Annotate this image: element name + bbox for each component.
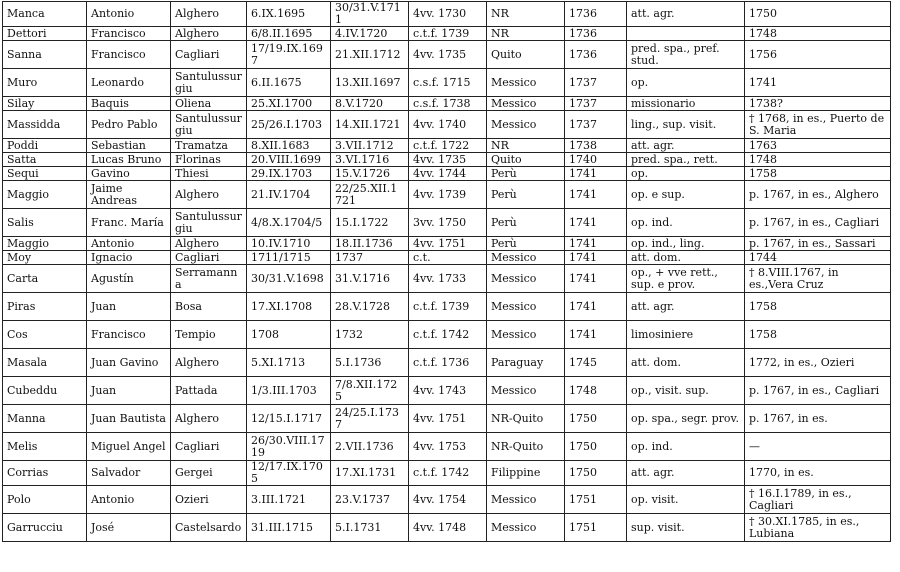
cell-birth-date: 30/31.V.1698	[247, 265, 331, 293]
cell-departure-year: 1741	[565, 265, 627, 293]
cell-birthplace: Cagliari	[171, 41, 247, 69]
cell-departure-year: 1741	[565, 237, 627, 251]
cell-surname: Sanna	[3, 41, 87, 69]
cell-surname: Muro	[3, 69, 87, 97]
cell-birth-date: 17/19.IX.1697	[247, 41, 331, 69]
cell-destination: NR	[487, 27, 565, 41]
cell-death: 1772, in es., Ozieri	[745, 349, 891, 377]
cell-vows: c.t.	[409, 251, 487, 265]
cell-surname: Moy	[3, 251, 87, 265]
cell-entry-date: 5.I.1736	[331, 349, 409, 377]
cell-role: op. spa., segr. prov.	[627, 405, 745, 433]
cell-death: 1763	[745, 139, 891, 153]
cell-given-name: Juan	[87, 377, 171, 405]
cell-role	[627, 27, 745, 41]
cell-surname: Silay	[3, 97, 87, 111]
table-row	[3, 461, 891, 486]
cell-birth-date: 26/30.VIII.1719	[247, 433, 331, 461]
cell-entry-date: 21.XII.1712	[331, 41, 409, 69]
cell-vows: 4vv. 1744	[409, 167, 487, 181]
cell-surname: Maggio	[3, 237, 87, 251]
cell-entry-date: 14.XII.1721	[331, 111, 409, 139]
cell-given-name: Franc. María	[87, 209, 171, 237]
cell-vows: 4vv. 1735	[409, 153, 487, 167]
cell-birth-date: 17.XI.1708	[247, 293, 331, 321]
cell-birthplace: Oliena	[171, 97, 247, 111]
cell-surname: Cos	[3, 321, 87, 349]
cell-birth-date: 4/8.X.1704/5	[247, 209, 331, 237]
cell-departure-year: 1750	[565, 405, 627, 433]
cell-birth-date: 10.IV.1710	[247, 237, 331, 251]
cell-birth-date: 6/8.II.1695	[247, 27, 331, 41]
cell-birthplace: Cagliari	[171, 251, 247, 265]
cell-birthplace: Alghero	[171, 405, 247, 433]
cell-given-name: Ignacio	[87, 251, 171, 265]
cell-role: limosiniere	[627, 321, 745, 349]
cell-departure-year: 1741	[565, 293, 627, 321]
cell-vows: 4vv. 1751	[409, 405, 487, 433]
cell-role: op. ind.	[627, 209, 745, 237]
cell-given-name: Antonio	[87, 486, 171, 514]
cell-vows: 4vv. 1754	[409, 486, 487, 514]
cell-given-name: Francisco	[87, 27, 171, 41]
cell-surname: Satta	[3, 153, 87, 167]
cell-given-name: Francisco	[87, 321, 171, 349]
cell-departure-year: 1748	[565, 377, 627, 405]
cell-surname: Garrucciu	[3, 514, 87, 542]
cell-destination: NR	[487, 2, 565, 27]
table-row	[3, 167, 891, 181]
cell-entry-date: 13.XII.1697	[331, 69, 409, 97]
cell-birth-date: 12/15.I.1717	[247, 405, 331, 433]
cell-given-name: Gavino	[87, 167, 171, 181]
cell-vows: 4vv. 1740	[409, 111, 487, 139]
table-row	[3, 514, 891, 542]
cell-entry-date: 15.I.1722	[331, 209, 409, 237]
table-row	[3, 293, 891, 321]
table-row	[3, 97, 891, 111]
cell-destination: NR	[487, 139, 565, 153]
cell-birth-date: 1/3.III.1703	[247, 377, 331, 405]
cell-entry-date: 24/25.I.1737	[331, 405, 409, 433]
cell-departure-year: 1750	[565, 433, 627, 461]
cell-birth-date: 1711/1715	[247, 251, 331, 265]
cell-destination: Messico	[487, 69, 565, 97]
cell-destination: Messico	[487, 486, 565, 514]
cell-role: att. agr.	[627, 461, 745, 486]
cell-birthplace: Alghero	[171, 349, 247, 377]
cell-death: p. 1767, in es., Cagliari	[745, 209, 891, 237]
cell-birth-date: 25.XI.1700	[247, 97, 331, 111]
cell-birth-date: 3.III.1721	[247, 486, 331, 514]
cell-birth-date: 6.II.1675	[247, 69, 331, 97]
cell-death: 1756	[745, 41, 891, 69]
cell-role: op. visit.	[627, 486, 745, 514]
cell-given-name: Lucas Bruno	[87, 153, 171, 167]
cell-death: † 1768, in es., Puerto de S. Maria	[745, 111, 891, 139]
jesuit-missionaries-table	[2, 1, 891, 542]
cell-departure-year: 1736	[565, 41, 627, 69]
table-row	[3, 181, 891, 209]
cell-destination: Perù	[487, 209, 565, 237]
cell-birthplace: Florinas	[171, 153, 247, 167]
cell-departure-year: 1745	[565, 349, 627, 377]
table-row	[3, 237, 891, 251]
cell-birthplace: Gergei	[171, 461, 247, 486]
cell-birthplace: Tempio	[171, 321, 247, 349]
cell-destination: Quito	[487, 41, 565, 69]
cell-given-name: Salvador	[87, 461, 171, 486]
cell-death: 1748	[745, 153, 891, 167]
cell-departure-year: 1750	[565, 461, 627, 486]
cell-given-name: Antonio	[87, 2, 171, 27]
cell-entry-date: 2.VII.1736	[331, 433, 409, 461]
cell-role: pred. spa., pref. stud.	[627, 41, 745, 69]
cell-role: op. e sup.	[627, 181, 745, 209]
cell-birthplace: Castelsardo	[171, 514, 247, 542]
cell-vows: 4vv. 1748	[409, 514, 487, 542]
cell-entry-date: 15.V.1726	[331, 167, 409, 181]
cell-birth-date: 25/26.I.1703	[247, 111, 331, 139]
cell-given-name: Antonio	[87, 237, 171, 251]
cell-destination: Messico	[487, 111, 565, 139]
cell-destination: Messico	[487, 377, 565, 405]
table-row	[3, 265, 891, 293]
cell-role: att. agr.	[627, 139, 745, 153]
cell-departure-year: 1741	[565, 251, 627, 265]
table-row	[3, 139, 891, 153]
table-row	[3, 251, 891, 265]
cell-given-name: Agustín	[87, 265, 171, 293]
table-row	[3, 433, 891, 461]
cell-role: sup. visit.	[627, 514, 745, 542]
cell-birth-date: 5.XI.1713	[247, 349, 331, 377]
cell-given-name: Pedro Pablo	[87, 111, 171, 139]
cell-given-name: Francisco	[87, 41, 171, 69]
cell-vows: 4vv. 1730	[409, 2, 487, 27]
cell-entry-date: 7/8.XII.1725	[331, 377, 409, 405]
table-row	[3, 377, 891, 405]
cell-destination: Messico	[487, 251, 565, 265]
cell-death: † 8.VIII.1767, in es.,Vera Cruz	[745, 265, 891, 293]
cell-entry-date: 28.V.1728	[331, 293, 409, 321]
cell-departure-year: 1737	[565, 97, 627, 111]
cell-birthplace: Alghero	[171, 237, 247, 251]
cell-death: 1744	[745, 251, 891, 265]
cell-departure-year: 1751	[565, 486, 627, 514]
cell-birthplace: Santulussurgiu	[171, 69, 247, 97]
cell-vows: 4vv. 1743	[409, 377, 487, 405]
cell-entry-date: 3.VII.1712	[331, 139, 409, 153]
cell-role: missionario	[627, 97, 745, 111]
cell-vows: 4vv. 1733	[409, 265, 487, 293]
cell-role: op. ind., ling.	[627, 237, 745, 251]
cell-surname: Manna	[3, 405, 87, 433]
cell-vows: 4vv. 1753	[409, 433, 487, 461]
table-row	[3, 486, 891, 514]
cell-given-name: Jaime Andreas	[87, 181, 171, 209]
cell-role: op. ind.	[627, 433, 745, 461]
cell-death: 1750	[745, 2, 891, 27]
cell-vows: c.t.f. 1736	[409, 349, 487, 377]
table-row	[3, 2, 891, 27]
cell-death: —	[745, 433, 891, 461]
cell-surname: Maggio	[3, 181, 87, 209]
cell-entry-date: 5.I.1731	[331, 514, 409, 542]
cell-death: 1770, in es.	[745, 461, 891, 486]
table-row	[3, 111, 891, 139]
cell-birthplace: Cagliari	[171, 433, 247, 461]
cell-death: 1738?	[745, 97, 891, 111]
cell-birthplace: Tramatza	[171, 139, 247, 153]
cell-departure-year: 1741	[565, 167, 627, 181]
cell-surname: Dettori	[3, 27, 87, 41]
cell-death: p. 1767, in es., Sassari	[745, 237, 891, 251]
cell-role: att. dom.	[627, 251, 745, 265]
cell-birth-date: 29.IX.1703	[247, 167, 331, 181]
cell-departure-year: 1740	[565, 153, 627, 167]
cell-vows: c.s.f. 1738	[409, 97, 487, 111]
table-row	[3, 321, 891, 349]
cell-entry-date: 23.V.1737	[331, 486, 409, 514]
cell-surname: Poddi	[3, 139, 87, 153]
cell-destination: Messico	[487, 293, 565, 321]
cell-surname: Sequi	[3, 167, 87, 181]
cell-entry-date: 1737	[331, 251, 409, 265]
cell-departure-year: 1738	[565, 139, 627, 153]
cell-birth-date: 20.VIII.1699	[247, 153, 331, 167]
cell-surname: Salis	[3, 209, 87, 237]
cell-given-name: Juan Gavino	[87, 349, 171, 377]
cell-entry-date: 22/25.XII.1721	[331, 181, 409, 209]
cell-role: op.	[627, 69, 745, 97]
cell-entry-date: 17.XI.1731	[331, 461, 409, 486]
cell-birth-date: 21.IV.1704	[247, 181, 331, 209]
cell-birth-date: 8.XII.1683	[247, 139, 331, 153]
cell-birthplace: Bosa	[171, 293, 247, 321]
cell-surname: Massidda	[3, 111, 87, 139]
cell-entry-date: 3.VI.1716	[331, 153, 409, 167]
cell-vows: c.t.f. 1742	[409, 321, 487, 349]
cell-death: p. 1767, in es., Cagliari	[745, 377, 891, 405]
cell-departure-year: 1741	[565, 209, 627, 237]
table-row	[3, 27, 891, 41]
cell-birthplace: Pattada	[171, 377, 247, 405]
cell-destination: Perù	[487, 181, 565, 209]
cell-given-name: Leonardo	[87, 69, 171, 97]
cell-birth-date: 1708	[247, 321, 331, 349]
cell-given-name: Sebastian	[87, 139, 171, 153]
cell-death: p. 1767, in es.	[745, 405, 891, 433]
cell-death: 1758	[745, 167, 891, 181]
cell-birth-date: 31.III.1715	[247, 514, 331, 542]
cell-destination: Paraguay	[487, 349, 565, 377]
cell-destination: Perù	[487, 167, 565, 181]
cell-destination: Messico	[487, 97, 565, 111]
cell-role: pred. spa., rett.	[627, 153, 745, 167]
cell-death: † 30.XI.1785, in es., Lubiana	[745, 514, 891, 542]
cell-destination: NR-Quito	[487, 405, 565, 433]
cell-birth-date: 12/17.IX.1705	[247, 461, 331, 486]
cell-destination: Perù	[487, 237, 565, 251]
cell-given-name: José	[87, 514, 171, 542]
cell-role: att. agr.	[627, 2, 745, 27]
cell-departure-year: 1741	[565, 321, 627, 349]
cell-surname: Masala	[3, 349, 87, 377]
cell-given-name: Miguel Angel	[87, 433, 171, 461]
cell-entry-date: 1732	[331, 321, 409, 349]
cell-departure-year: 1741	[565, 181, 627, 209]
cell-departure-year: 1736	[565, 2, 627, 27]
cell-surname: Cubeddu	[3, 377, 87, 405]
cell-surname: Corrias	[3, 461, 87, 486]
cell-role: ling., sup. visit.	[627, 111, 745, 139]
cell-birthplace: Alghero	[171, 27, 247, 41]
cell-entry-date: 31.V.1716	[331, 265, 409, 293]
cell-birth-date: 6.IX.1695	[247, 2, 331, 27]
cell-surname: Polo	[3, 486, 87, 514]
cell-birthplace: Alghero	[171, 181, 247, 209]
cell-destination: Messico	[487, 321, 565, 349]
cell-birthplace: Thiesi	[171, 167, 247, 181]
cell-birthplace: Ozieri	[171, 486, 247, 514]
cell-surname: Piras	[3, 293, 87, 321]
cell-death: p. 1767, in es., Alghero	[745, 181, 891, 209]
cell-role: op., visit. sup.	[627, 377, 745, 405]
cell-death: 1741	[745, 69, 891, 97]
cell-vows: 4vv. 1739	[409, 181, 487, 209]
cell-vows: 4vv. 1751	[409, 237, 487, 251]
table-row	[3, 69, 891, 97]
cell-entry-date: 4.IV.1720	[331, 27, 409, 41]
table-row	[3, 209, 891, 237]
cell-destination: Messico	[487, 514, 565, 542]
cell-vows: c.t.f. 1742	[409, 461, 487, 486]
cell-birthplace: Santulussurgiu	[171, 111, 247, 139]
cell-given-name: Juan	[87, 293, 171, 321]
cell-death: 1758	[745, 321, 891, 349]
cell-entry-date: 18.II.1736	[331, 237, 409, 251]
cell-vows: 3vv. 1750	[409, 209, 487, 237]
table-row	[3, 349, 891, 377]
cell-vows: c.s.f. 1715	[409, 69, 487, 97]
table-row	[3, 153, 891, 167]
cell-role: att. agr.	[627, 293, 745, 321]
cell-death: † 16.I.1789, in es., Cagliari	[745, 486, 891, 514]
cell-role: op.	[627, 167, 745, 181]
cell-death: 1758	[745, 293, 891, 321]
cell-destination: Quito	[487, 153, 565, 167]
cell-given-name: Juan Bautista	[87, 405, 171, 433]
table-body	[3, 2, 891, 542]
cell-entry-date: 30/31.V.1711	[331, 2, 409, 27]
cell-given-name: Baquis	[87, 97, 171, 111]
cell-birthplace: Alghero	[171, 2, 247, 27]
cell-departure-year: 1737	[565, 69, 627, 97]
table-row	[3, 41, 891, 69]
cell-birthplace: Santulussurgiu	[171, 209, 247, 237]
cell-vows: 4vv. 1735	[409, 41, 487, 69]
cell-vows: c.t.f. 1722	[409, 139, 487, 153]
cell-departure-year: 1737	[565, 111, 627, 139]
cell-departure-year: 1736	[565, 27, 627, 41]
cell-entry-date: 8.V.1720	[331, 97, 409, 111]
cell-birthplace: Serramanna	[171, 265, 247, 293]
cell-death: 1748	[745, 27, 891, 41]
cell-role: att. dom.	[627, 349, 745, 377]
cell-destination: Filippine	[487, 461, 565, 486]
cell-destination: Messico	[487, 265, 565, 293]
table-row	[3, 405, 891, 433]
cell-destination: NR-Quito	[487, 433, 565, 461]
cell-surname: Carta	[3, 265, 87, 293]
cell-surname: Melis	[3, 433, 87, 461]
cell-vows: c.t.f. 1739	[409, 293, 487, 321]
cell-surname: Manca	[3, 2, 87, 27]
cell-role: op., + vve rett., sup. e prov.	[627, 265, 745, 293]
cell-vows: c.t.f. 1739	[409, 27, 487, 41]
cell-departure-year: 1751	[565, 514, 627, 542]
